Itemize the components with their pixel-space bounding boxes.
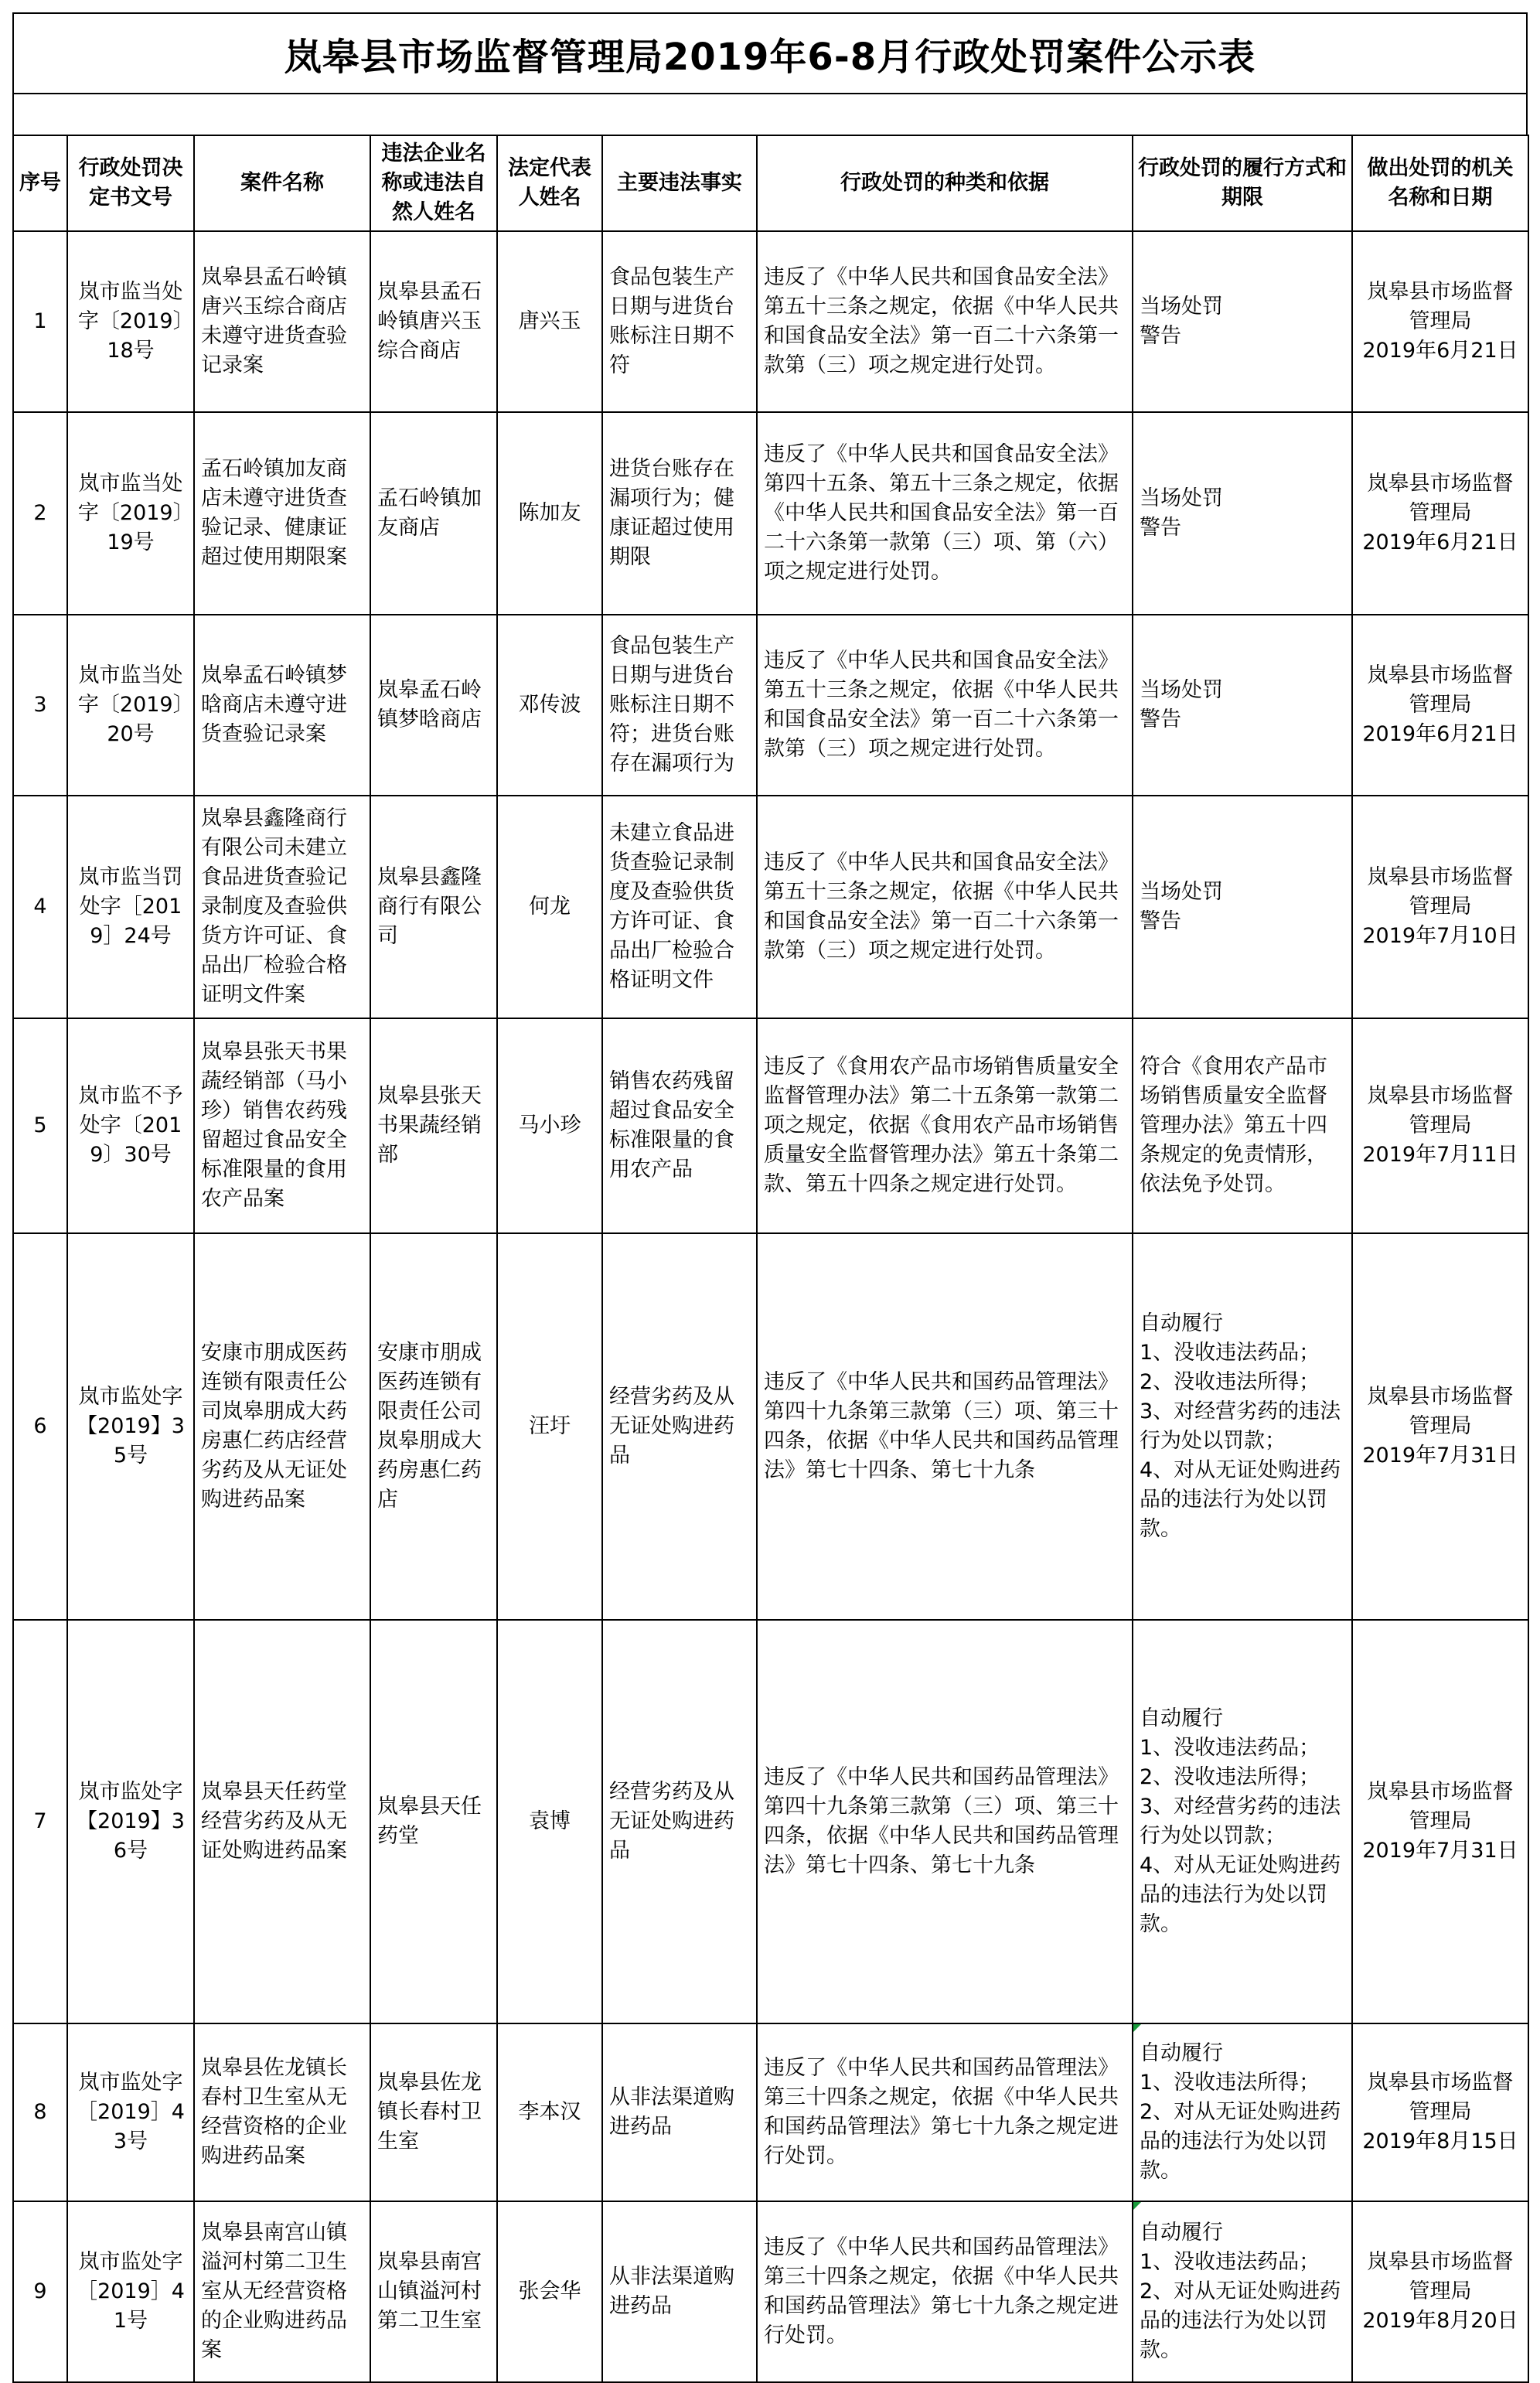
cell-party: 岚皋县张天书果蔬经销部: [370, 1018, 497, 1233]
table-row: [13, 1233, 1528, 1620]
cell-party: 安康市朋成医药连锁有限责任公司岚皋朋成大药房惠仁药店: [370, 1233, 497, 1620]
cell-representative: 陈加友: [497, 412, 602, 615]
cell-fact: 从非法渠道购进药品: [602, 2201, 757, 2382]
cell-doc-number: 岚市监处字［2019］41号: [67, 2201, 194, 2382]
cell-fact: 进货台账存在漏项行为；健康证超过使用期限: [602, 412, 757, 615]
cell-representative: 李本汉: [497, 2023, 602, 2201]
cell-doc-number: 岚市监当处字〔2019〕18号: [67, 231, 194, 412]
cell-case-name: 岚皋县天任药堂经营劣药及从无证处购进药品案: [194, 1620, 370, 2023]
cell-fact: 经营劣药及从无证处购进药品: [602, 1620, 757, 2023]
comment-marker: [1133, 2202, 1141, 2210]
performance-text: 当场处罚 警告: [1140, 486, 1223, 540]
cell-authority-date: 岚皋县市场监督管理局 2019年8月20日: [1352, 2201, 1528, 2382]
cell-basis: 违反了《中华人民共和国食品安全法》第五十三条之规定，依据《中华人民共和国食品安全法》第一百二十六条第一款第（三）项之规定进行处罚。: [757, 615, 1133, 796]
cell-performance: [1133, 2023, 1352, 2201]
performance-text: 当场处罚 警告: [1140, 295, 1223, 348]
cell-basis: 违反了《中华人民共和国食品安全法》第五十三条之规定，依据《中华人民共和国食品安全法》第一百二十六条第一款第（三）项之规定进行处罚。: [757, 231, 1133, 412]
cell-no: 7: [13, 1620, 67, 2023]
header-row: [13, 135, 1528, 231]
comment-marker: [1133, 2024, 1141, 2032]
cell-case-name: 岚皋孟石岭镇梦晗商店未遵守进货查验记录案: [194, 615, 370, 796]
cell-party: 岚皋县孟石岭镇唐兴玉综合商店: [370, 231, 497, 412]
cell-representative: 邓传波: [497, 615, 602, 796]
cell-party: 岚皋县天任药堂: [370, 1620, 497, 2023]
cell-authority-date: 岚皋县市场监督管理局 2019年6月21日: [1352, 412, 1528, 615]
cell-fact: 经营劣药及从无证处购进药品: [602, 1233, 757, 1620]
cell-authority-date: 岚皋县市场监督管理局 2019年7月31日: [1352, 1233, 1528, 1620]
performance-text: 符合《食用农产品市场销售质量安全监督管理办法》第五十四条规定的免责情形，依法免予处罚。: [1140, 1055, 1327, 1196]
header-cell: 主要违法事实: [602, 135, 757, 231]
cell-fact: 从非法渠道购进药品: [602, 2023, 757, 2201]
performance-text: 自动履行 1、没收违法药品； 2、没收违法所得； 3、对经营劣药的违法行为处以罚款； 4、对从无证处购进药品的违法行为处以罚款。: [1140, 1311, 1341, 1541]
cell-fact: 食品包装生产日期与进货台账标注日期不符；进货台账存在漏项行为: [602, 615, 757, 796]
cell-doc-number: 岚市监当罚处字［2019］24号: [67, 796, 194, 1018]
cell-fact: 未建立食品进货查验记录制度及查验供货方许可证、食品出厂检验合格证明文件: [602, 796, 757, 1018]
performance-text: 当场处罚 警告: [1140, 678, 1223, 731]
header-cell: 法定代表人姓名: [497, 135, 602, 231]
performance-text: 自动履行 1、没收违法药品； 2、没收违法所得； 3、对经营劣药的违法行为处以罚款； 4、对从无证处购进药品的违法行为处以罚款。: [1140, 1706, 1341, 1936]
cell-case-name: 岚皋县佐龙镇长春村卫生室从无经营资格的企业购进药品案: [194, 2023, 370, 2201]
cell-authority-date: 岚皋县市场监督管理局 2019年7月10日: [1352, 796, 1528, 1018]
cell-authority-date: 岚皋县市场监督管理局 2019年6月21日: [1352, 231, 1528, 412]
cell-basis: 违反了《中华人民共和国药品管理法》第三十四条之规定，依据《中华人民共和国药品管理法》第七十九条之规定进行处罚。: [757, 2201, 1133, 2382]
cell-case-name: 岚皋县鑫隆商行有限公司未建立食品进货查验记录制度及查验供货方许可证、食品出厂检验合格证明文件案: [194, 796, 370, 1018]
cell-performance: [1133, 796, 1352, 1018]
penalty-table: [12, 135, 1529, 2383]
cell-basis: 违反了《中华人民共和国食品安全法》第五十三条之规定，依据《中华人民共和国食品安全法》第一百二十六条第一款第（三）项之规定进行处罚。: [757, 796, 1133, 1018]
cell-no: 5: [13, 1018, 67, 1233]
cell-no: 4: [13, 796, 67, 1018]
cell-no: 8: [13, 2023, 67, 2201]
cell-doc-number: 岚市监处字【2019】35号: [67, 1233, 194, 1620]
cell-representative: 汪圩: [497, 1233, 602, 1620]
cell-representative: 马小珍: [497, 1018, 602, 1233]
cell-party: 岚皋县南宫山镇溢河村第二卫生室: [370, 2201, 497, 2382]
cell-basis: 违反了《中华人民共和国药品管理法》第三十四条之规定，依据《中华人民共和国药品管理法》第七十九条之规定进行处罚。: [757, 2023, 1133, 2201]
header-cell: 案件名称: [194, 135, 370, 231]
cell-doc-number: 岚市监处字【2019】36号: [67, 1620, 194, 2023]
cell-representative: 袁博: [497, 1620, 602, 2023]
header-cell: 违法企业名称或违法自然人姓名: [370, 135, 497, 231]
cell-fact: 销售农药残留超过食品安全标准限量的食用农产品: [602, 1018, 757, 1233]
performance-text: 自动履行 1、没收违法药品； 2、对从无证处购进药品的违法行为处以罚款。: [1140, 2221, 1341, 2362]
performance-text: 当场处罚 警告: [1140, 880, 1223, 933]
header-cell: 做出处罚的机关名称和日期: [1352, 135, 1528, 231]
table-row: [13, 412, 1528, 615]
cell-authority-date: 岚皋县市场监督管理局 2019年7月31日: [1352, 1620, 1528, 2023]
cell-representative: 张会华: [497, 2201, 602, 2382]
spreadsheet: [12, 12, 1528, 2383]
cell-performance: [1133, 412, 1352, 615]
table-row: [13, 1620, 1528, 2023]
cell-performance: [1133, 2201, 1352, 2382]
table-row: [13, 2023, 1528, 2201]
cell-party: 岚皋县佐龙镇长春村卫生室: [370, 2023, 497, 2201]
cell-doc-number: 岚市监处字［2019］43号: [67, 2023, 194, 2201]
cell-no: 1: [13, 231, 67, 412]
cell-no: 2: [13, 412, 67, 615]
cell-representative: 唐兴玉: [497, 231, 602, 412]
cell-no: 9: [13, 2201, 67, 2382]
cell-party: 孟石岭镇加友商店: [370, 412, 497, 615]
cell-no: 3: [13, 615, 67, 796]
blank-row: [12, 93, 1528, 135]
cell-basis: 违反了《中华人民共和国药品管理法》第四十九条第三款第（三）项、第三十四条，依据《中华人民共和国药品管理法》第七十四条、第七十九条: [757, 1620, 1133, 2023]
cell-fact: 食品包装生产日期与进货台账标注日期不符: [602, 231, 757, 412]
page-title: 岚皋县市场监督管理局2019年6-8月行政处罚案件公示表: [12, 12, 1528, 93]
cell-doc-number: 岚市监当处字〔2019〕20号: [67, 615, 194, 796]
cell-authority-date: 岚皋县市场监督管理局 2019年6月21日: [1352, 615, 1528, 796]
header-cell: 行政处罚的履行方式和期限: [1133, 135, 1352, 231]
performance-text: 自动履行 1、没收违法所得； 2、对从无证处购进药品的违法行为处以罚款。: [1140, 2041, 1341, 2183]
header-cell: 行政处罚的种类和依据: [757, 135, 1133, 231]
cell-authority-date: 岚皋县市场监督管理局 2019年7月11日: [1352, 1018, 1528, 1233]
cell-case-name: 孟石岭镇加友商店未遵守进货查验记录、健康证超过使用期限案: [194, 412, 370, 615]
cell-party: 岚皋县鑫隆商行有限公司: [370, 796, 497, 1018]
cell-performance: [1133, 1620, 1352, 2023]
cell-performance: [1133, 615, 1352, 796]
header-cell: 行政处罚决定书文号: [67, 135, 194, 231]
cell-case-name: 安康市朋成医药连锁有限责任公司岚皋朋成大药房惠仁药店经营劣药及从无证处购进药品案: [194, 1233, 370, 1620]
cell-basis: 违反了《食用农产品市场销售质量安全监督管理办法》第二十五条第一款第二项之规定，依据《食用农产品市场销售质量安全监督管理办法》第五十条第二款、第五十四条之规定进行处罚。: [757, 1018, 1133, 1233]
cell-performance: [1133, 1018, 1352, 1233]
table-body: [13, 231, 1528, 2382]
cell-representative: 何龙: [497, 796, 602, 1018]
table-row: [13, 2201, 1528, 2382]
table-row: [13, 1018, 1528, 1233]
cell-doc-number: 岚市监不予处字〔2019〕30号: [67, 1018, 194, 1233]
cell-case-name: 岚皋县孟石岭镇唐兴玉综合商店未遵守进货查验记录案: [194, 231, 370, 412]
cell-party: 岚皋孟石岭镇梦晗商店: [370, 615, 497, 796]
table-row: [13, 231, 1528, 412]
cell-case-name: 岚皋县南宫山镇溢河村第二卫生室从无经营资格的企业购进药品案: [194, 2201, 370, 2382]
cell-doc-number: 岚市监当处字〔2019〕19号: [67, 412, 194, 615]
cell-basis: 违反了《中华人民共和国药品管理法》第四十九条第三款第（三）项、第三十四条，依据《中华人民共和国药品管理法》第七十四条、第七十九条: [757, 1233, 1133, 1620]
cell-basis: 违反了《中华人民共和国食品安全法》第四十五条、第五十三条之规定，依据《中华人民共和国食品安全法》第一百二十六条第一款第（三）项、第（六）项之规定进行处罚。: [757, 412, 1133, 615]
table-row: [13, 615, 1528, 796]
cell-case-name: 岚皋县张天书果蔬经销部（马小珍）销售农药残留超过食品安全标准限量的食用农产品案: [194, 1018, 370, 1233]
header-cell: 序号: [13, 135, 67, 231]
cell-authority-date: 岚皋县市场监督管理局 2019年8月15日: [1352, 2023, 1528, 2201]
cell-performance: [1133, 231, 1352, 412]
cell-no: 6: [13, 1233, 67, 1620]
cell-performance: [1133, 1233, 1352, 1620]
table-row: [13, 796, 1528, 1018]
